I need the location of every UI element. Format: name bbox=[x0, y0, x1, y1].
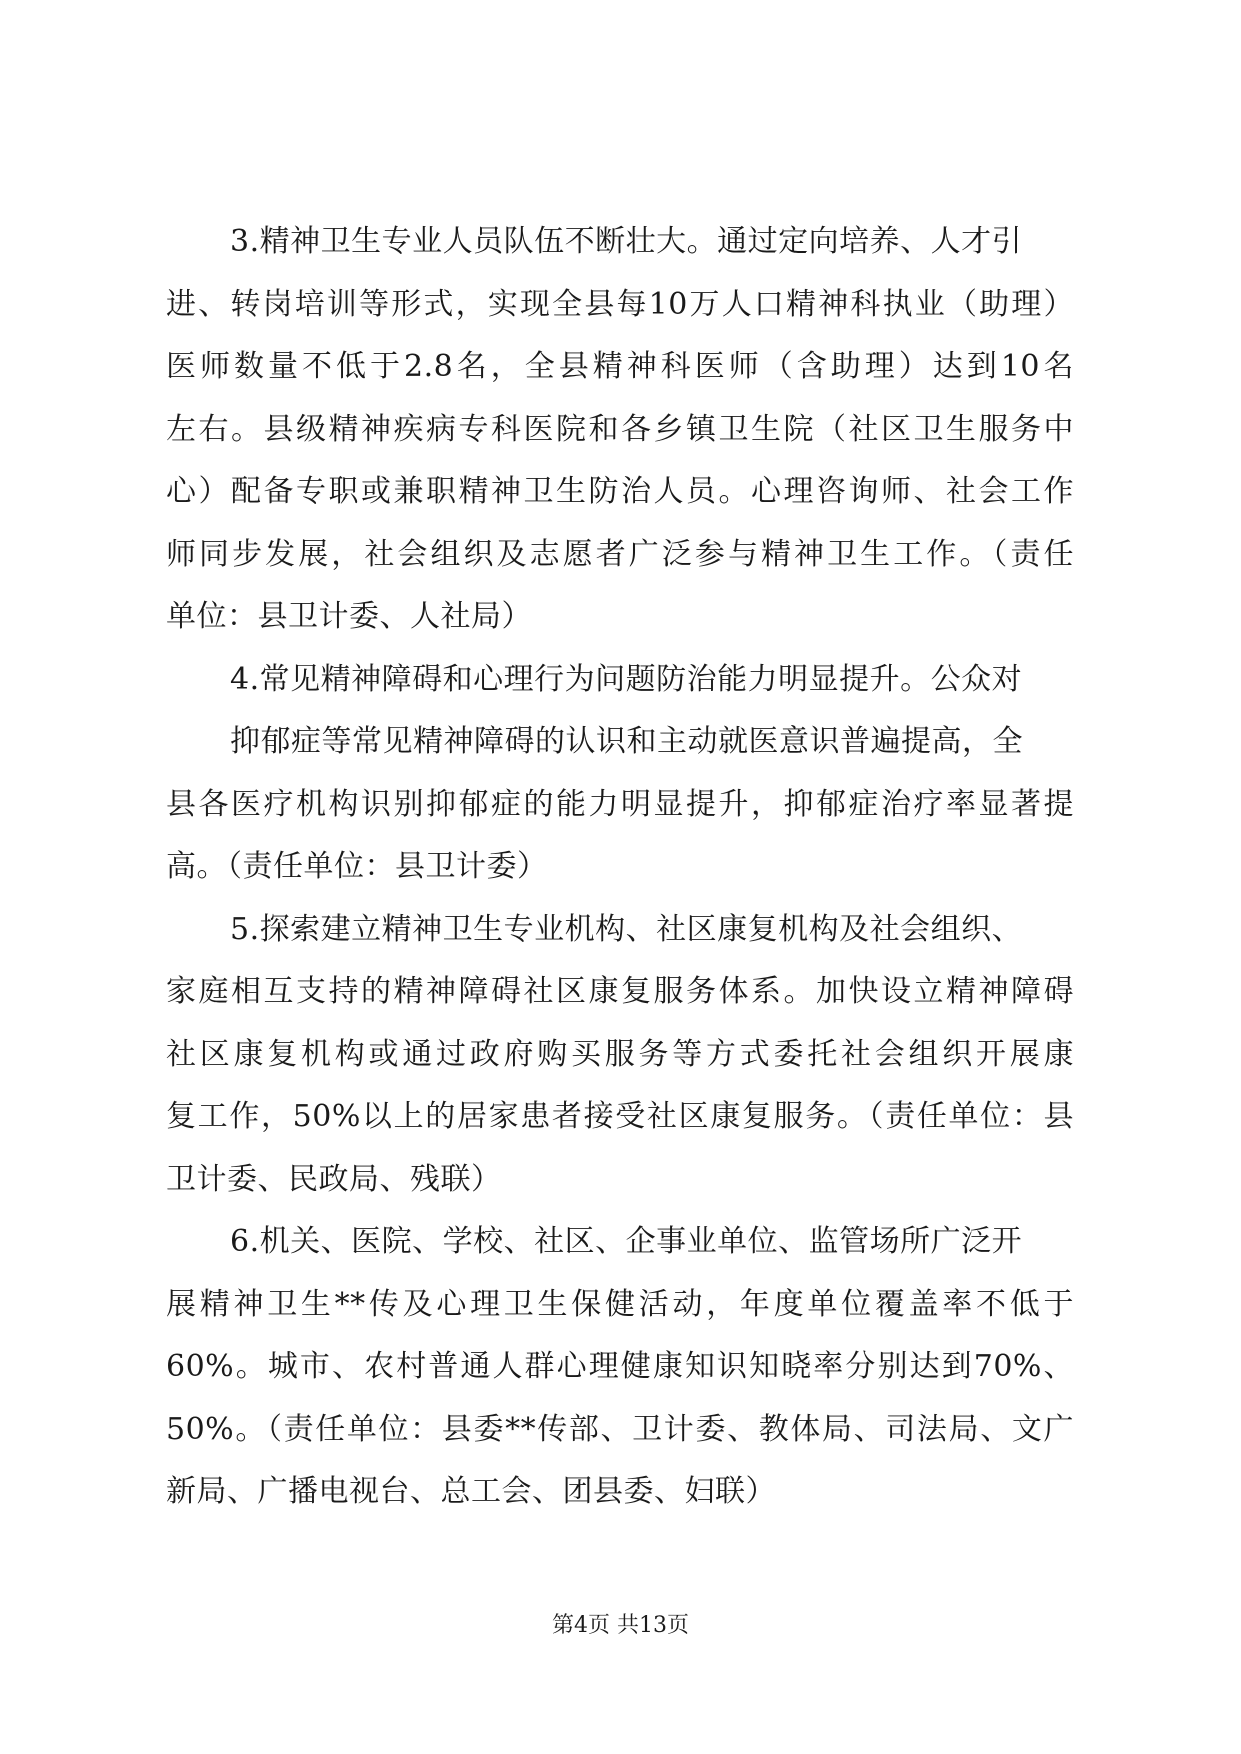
text-line: 新局、广播电视台、总工会、团县委、妇联） bbox=[166, 1474, 776, 1509]
text-line: 单位：县卫计委、人社局） bbox=[166, 599, 532, 634]
text-line: 卫计委、民政局、残联） bbox=[166, 1161, 502, 1197]
body-text bbox=[166, 211, 1074, 1524]
text-line: 高。（责任单位：县卫计委） bbox=[166, 849, 548, 884]
text-line: 师同步发展，社会组织及志愿者广泛参与精神卫生工作。（责任 bbox=[166, 536, 1074, 572]
text-line: 左右。县级精神疾病专科医院和各乡镇卫生院（社区卫生服务中 bbox=[166, 411, 1074, 447]
page-footer: 第4页 共13页 bbox=[552, 1613, 689, 1638]
text-line: 家庭相互支持的精神障碍社区康复服务体系。加快设立精神障碍 bbox=[166, 974, 1074, 1009]
text-line: 心）配备专职或兼职精神卫生防治人员。心理咨询师、社会工作 bbox=[166, 474, 1074, 509]
text-line: 社区康复机构或通过政府购买服务等方式委托社会组织开展康 bbox=[166, 1036, 1074, 1072]
text-line: 60%。城市、农村普通人群心理健康知识知晓率分别达到70%、 bbox=[166, 1349, 1074, 1384]
text-line: 抑郁症等常见精神障碍的认识和主动就医意识普遍提高，全 bbox=[230, 724, 1023, 759]
text-line: 医师数量不低于2.8名，全县精神科医师（含助理）达到10名 bbox=[166, 349, 1074, 384]
text-line: 4.常见精神障碍和心理行为问题防治能力明显提升。公众对 bbox=[230, 661, 1023, 697]
text-line: 50%。（责任单位：县委**传部、卫计委、教体局、司法局、文广 bbox=[166, 1411, 1074, 1447]
text-line: 6.机关、医院、学校、社区、企事业单位、监管场所广泛开 bbox=[230, 1224, 1023, 1259]
text-line: 进、转岗培训等形式，实现全县每10万人口精神科执业（助理） bbox=[166, 286, 1074, 322]
text-line: 5.探索建立精神卫生专业机构、社区康复机构及社会组织、 bbox=[230, 911, 1023, 947]
text-line: 3.精神卫生专业人员队伍不断壮大。通过定向培养、人才引 bbox=[230, 224, 1023, 259]
text-line: 展精神卫生**传及心理卫生保健活动，年度单位覆盖率不低于 bbox=[166, 1286, 1074, 1322]
text-line: 县各医疗机构识别抑郁症的能力明显提升，抑郁症治疗率显著提 bbox=[166, 786, 1074, 822]
text-line: 复工作，50%以上的居家患者接受社区康复服务。（责任单位：县 bbox=[166, 1099, 1074, 1134]
